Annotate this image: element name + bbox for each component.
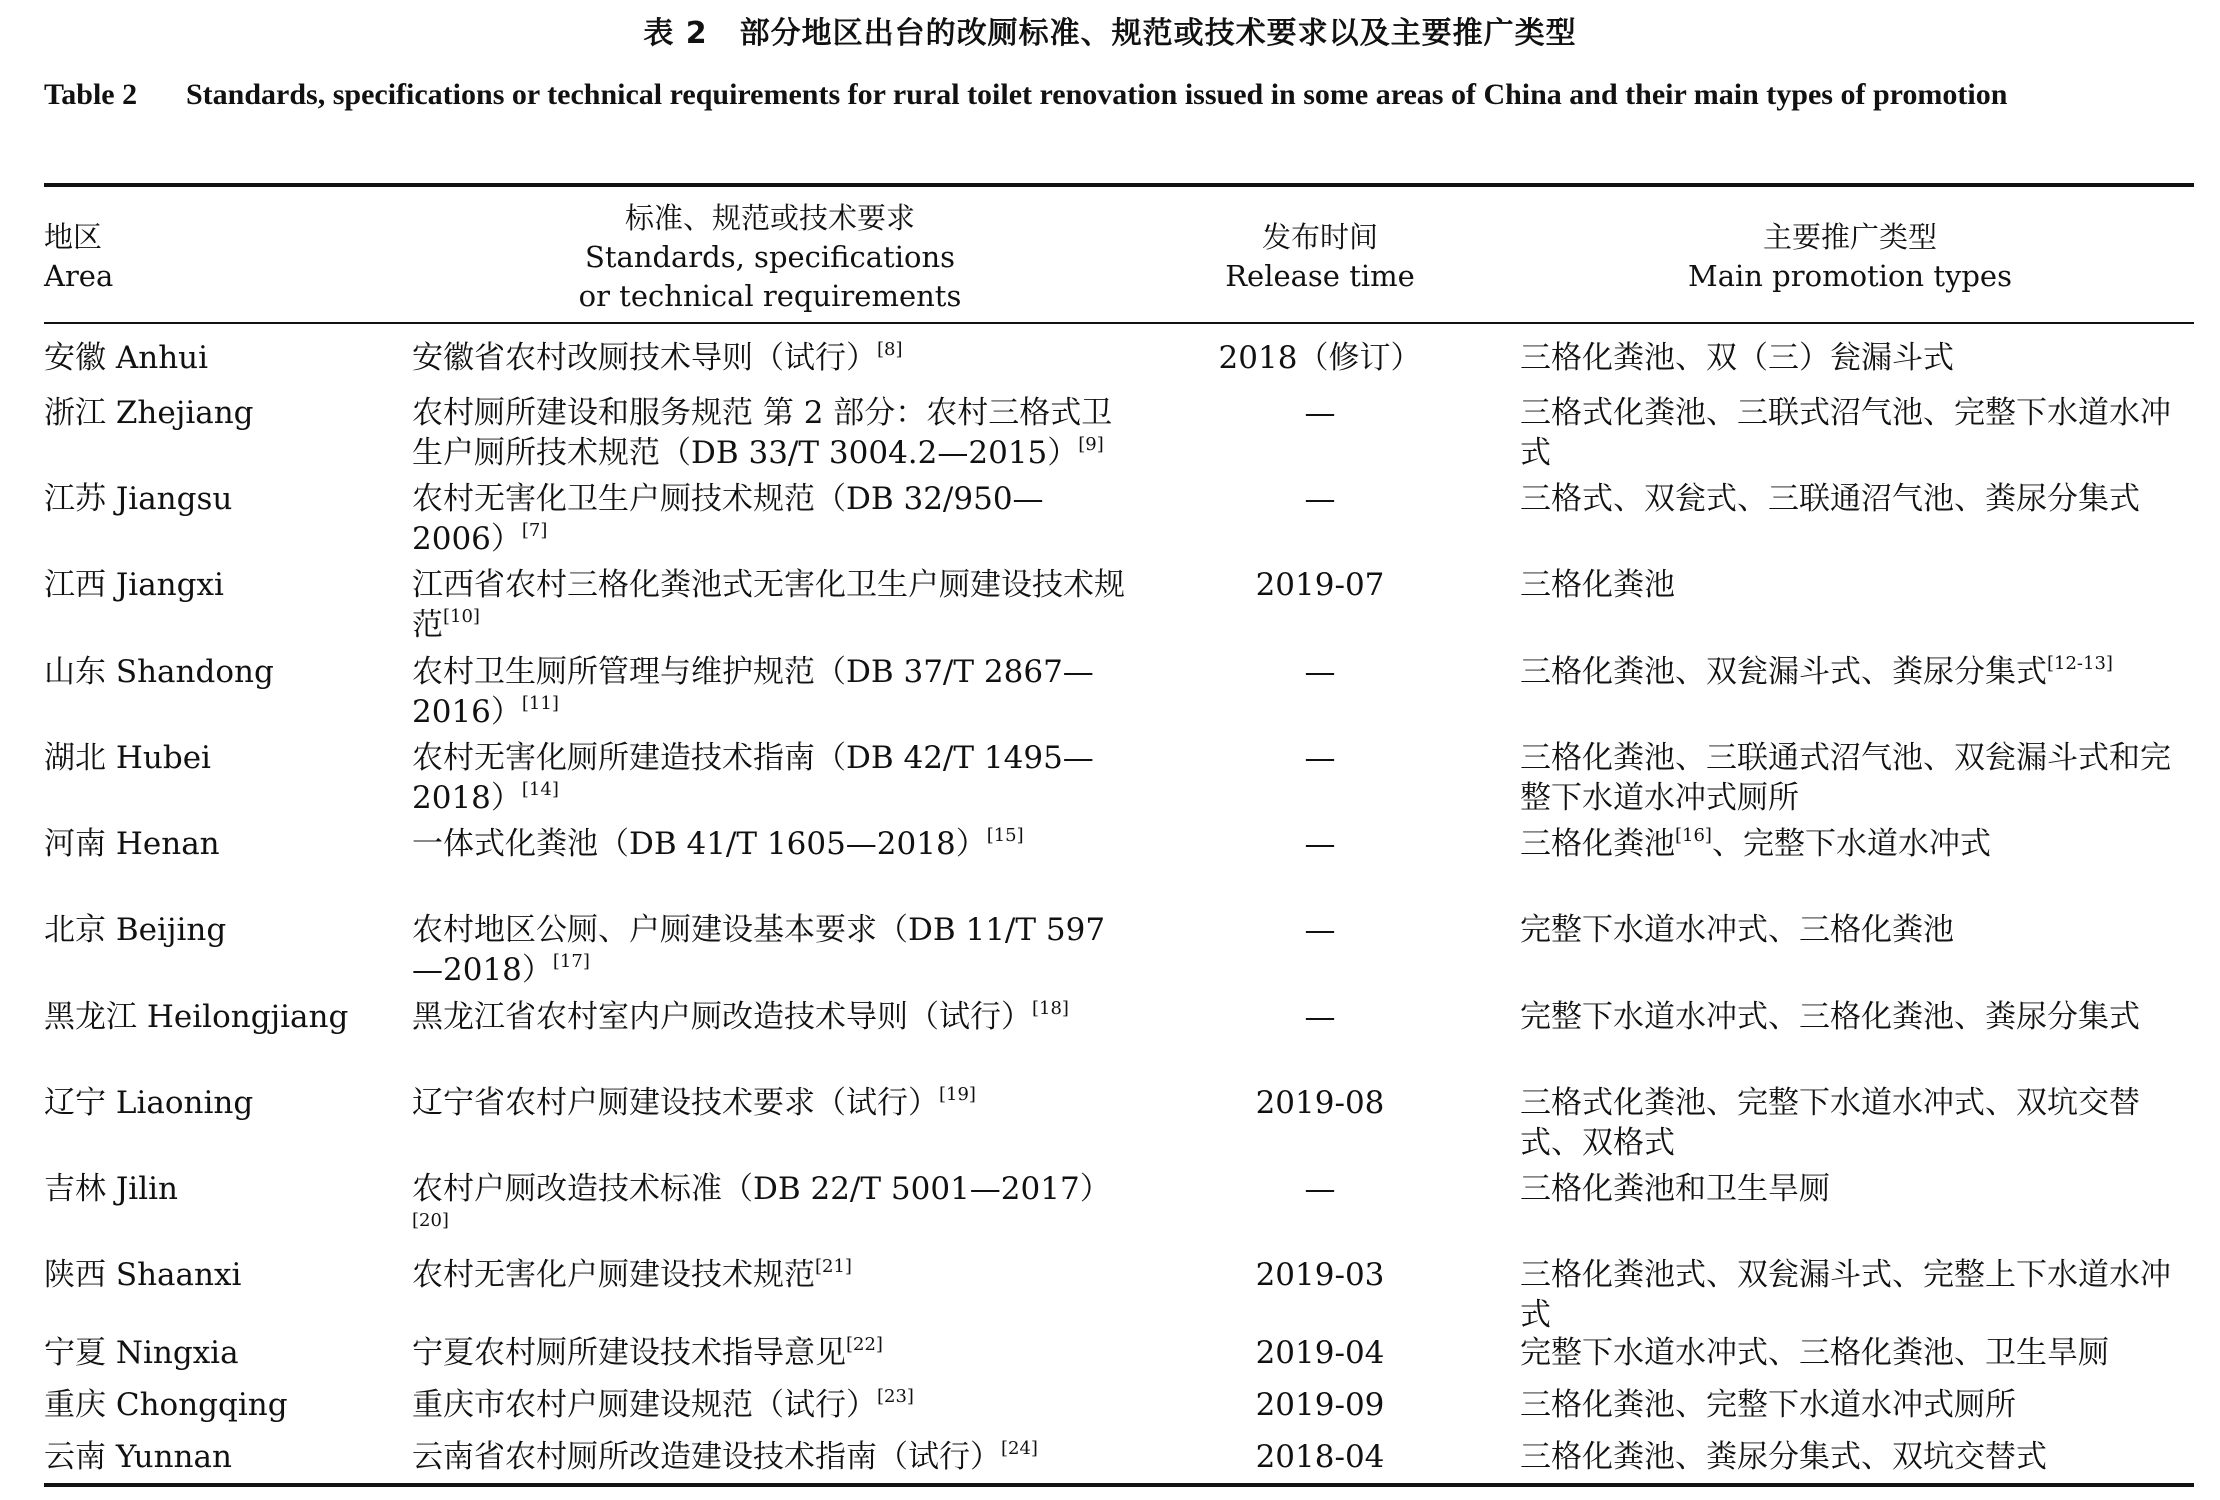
cell-release-time: 2018-04 xyxy=(1255,1439,1385,1475)
promotion-type-text: 三格化粪池、三联通式沼气池、双瓮漏斗式和完整下水道水冲式厕所 xyxy=(1520,740,2171,816)
cell-promotion-type xyxy=(1520,1385,2190,1425)
cell-area: 北京 Beijing xyxy=(44,912,227,948)
cell-standard xyxy=(412,824,1132,864)
cell-release-time: — xyxy=(1304,1171,1336,1207)
reference-marker: [8] xyxy=(877,339,903,360)
table-title-zh: 部分地区出台的改厕标准、规范或技术要求以及主要推广类型 xyxy=(739,16,1577,51)
cell-promotion-type xyxy=(1520,565,2190,605)
standard-text: 农村无害化卫生户厕技术规范（DB 32/950—2006） xyxy=(412,481,1044,557)
reference-marker: [9] xyxy=(1078,434,1104,455)
cell-standard xyxy=(412,1255,1132,1295)
reference-marker: [11] xyxy=(521,693,559,714)
cell-promotion-type xyxy=(1520,1255,2190,1335)
table-number-en: Table 2 xyxy=(44,78,138,111)
cell-standard xyxy=(412,393,1132,473)
header-standards-en-line2: or technical requirements xyxy=(578,278,962,313)
cell-standard xyxy=(412,1333,1132,1373)
cell-release-time: 2019-03 xyxy=(1255,1257,1385,1293)
promotion-type-text: 完整下水道水冲式、三格化粪池、粪尿分集式 xyxy=(1520,999,2140,1035)
promotion-type-text: 三格式、双瓮式、三联通沼气池、粪尿分集式 xyxy=(1520,481,2140,517)
standard-text: 辽宁省农村户厕建设技术要求（试行） xyxy=(412,1085,939,1121)
cell-release-time: — xyxy=(1304,999,1336,1035)
header-promotion-types-zh: 主要推广类型 xyxy=(1762,220,1937,254)
cell-standard xyxy=(412,910,1132,990)
cell-release-time: — xyxy=(1304,826,1336,862)
cell-standard xyxy=(412,1437,1132,1477)
cell-area: 黑龙江 Heilongjiang xyxy=(44,999,349,1035)
cell-standard xyxy=(412,652,1132,732)
reference-marker: [18] xyxy=(1032,998,1069,1019)
reference-marker: [16] xyxy=(1675,825,1712,846)
promotion-type-text: 三格化粪池、粪尿分集式、双坑交替式 xyxy=(1520,1439,2047,1475)
cell-standard xyxy=(412,479,1132,559)
header-promotion-types-en: Main promotion types xyxy=(1688,259,2012,293)
cell-area: 江苏 Jiangsu xyxy=(44,481,233,517)
standard-text: 江西省农村三格化粪池式无害化卫生户厕建设技术规范 xyxy=(412,567,1125,643)
header-area-en: Area xyxy=(44,259,114,293)
cell-release-time: — xyxy=(1304,481,1336,517)
header-area-zh: 地区 xyxy=(44,220,103,254)
cell-release-time: 2019-09 xyxy=(1255,1387,1385,1423)
promotion-type-text: 完整下水道水冲式、三格化粪池 xyxy=(1520,912,1954,948)
standard-text: 农村卫生厕所管理与维护规范（DB 37/T 2867—2016） xyxy=(412,654,1094,730)
standard-text: 农村无害化厕所建造技术指南（DB 42/T 1495—2018） xyxy=(412,740,1094,816)
cell-release-time: — xyxy=(1304,654,1336,690)
reference-marker: [17] xyxy=(552,951,590,972)
cell-area: 河南 Henan xyxy=(44,826,220,862)
header-release-time-zh: 发布时间 xyxy=(1261,220,1378,254)
cell-promotion-type xyxy=(1520,824,2190,864)
cell-area: 重庆 Chongqing xyxy=(44,1387,288,1423)
standard-text: 安徽省农村改厕技术导则（试行） xyxy=(412,340,877,376)
reference-marker: [19] xyxy=(939,1084,976,1105)
cell-area: 江西 Jiangxi xyxy=(44,567,224,603)
cell-standard xyxy=(412,338,1132,378)
cell-promotion-type xyxy=(1520,1333,2190,1373)
cell-area: 宁夏 Ningxia xyxy=(44,1335,239,1371)
cell-area: 浙江 Zhejiang xyxy=(44,395,254,431)
cell-release-time: — xyxy=(1304,395,1336,431)
table-number-zh: 表 2 xyxy=(643,16,708,51)
reference-marker: [20] xyxy=(412,1210,449,1231)
cell-promotion-type xyxy=(1520,910,2190,950)
cell-promotion-type xyxy=(1520,652,2190,692)
cell-release-time: — xyxy=(1304,740,1336,776)
cell-release-time: 2019-07 xyxy=(1255,567,1385,603)
cell-area: 陕西 Shaanxi xyxy=(44,1257,242,1293)
cell-standard xyxy=(412,997,1132,1037)
cell-standard xyxy=(412,738,1132,818)
reference-marker: [24] xyxy=(1001,1438,1038,1459)
cell-area: 山东 Shandong xyxy=(44,654,274,690)
standard-text: 农村无害化户厕建设技术规范 xyxy=(412,1257,815,1293)
standard-text: 农村厕所建设和服务规范 第 2 部分：农村三格式卫生户厕所技术规范（DB 33/T 3004.2—2015） xyxy=(412,395,1113,471)
cell-area: 安徽 Anhui xyxy=(44,340,209,376)
promotion-type-text: 三格化粪池 xyxy=(1520,567,1675,603)
promotion-type-text: 三格化粪池和卫生旱厕 xyxy=(1520,1171,1830,1207)
cell-area: 吉林 Jilin xyxy=(44,1171,178,1207)
cell-promotion-type xyxy=(1520,393,2190,473)
promotion-type-text: 完整下水道水冲式、三格化粪池、卫生旱厕 xyxy=(1520,1335,2109,1371)
cell-standard xyxy=(412,565,1132,645)
cell-release-time: 2019-08 xyxy=(1255,1085,1385,1121)
promotion-type-text: 三格化粪池、完整下水道水冲式厕所 xyxy=(1520,1387,2016,1423)
reference-marker: [10] xyxy=(443,606,480,627)
promotion-type-text: 三格化粪池式、双瓮漏斗式、完整上下水道水冲式 xyxy=(1520,1257,2171,1333)
reference-marker: [21] xyxy=(815,1256,852,1277)
promotion-type-text: 三格式化粪池、三联式沼气池、完整下水道水冲式 xyxy=(1520,395,2171,471)
cell-area: 云南 Yunnan xyxy=(44,1439,232,1475)
standard-text: 农村户厕改造技术标准（DB 22/T 5001—2017） xyxy=(412,1171,1111,1207)
cell-release-time: — xyxy=(1304,912,1336,948)
standard-text: 农村地区公厕、户厕建设基本要求（DB 11/T 597—2018） xyxy=(412,912,1106,988)
cell-release-time: 2018（修订） xyxy=(1218,340,1422,376)
table-bottom-rule xyxy=(44,1483,2194,1487)
table-title-en: Standards, specifications or technical requirements for rural toilet renovation issued in some areas of China and their main types of promotion xyxy=(186,78,2008,111)
header-standards-zh: 标准、规范或技术要求 xyxy=(624,200,915,235)
promotion-type-text: 三格化粪池、双（三）瓮漏斗式 xyxy=(1520,340,1954,376)
reference-marker: [23] xyxy=(877,1386,914,1407)
cell-area: 湖北 Hubei xyxy=(44,740,211,776)
cell-promotion-type xyxy=(1520,1169,2190,1209)
reference-marker: [14] xyxy=(521,779,559,800)
standard-text: 黑龙江省农村室内户厕改造技术导则（试行） xyxy=(412,999,1032,1035)
reference-marker: [22] xyxy=(846,1334,883,1355)
reference-marker: [15] xyxy=(986,825,1024,846)
standard-text: 重庆市农村户厕建设规范（试行） xyxy=(412,1387,877,1423)
reference-marker: [7] xyxy=(521,520,548,541)
cell-standard xyxy=(412,1169,1132,1249)
promotion-type-text: 三格化粪池 xyxy=(1520,826,1675,862)
cell-promotion-type xyxy=(1520,1437,2190,1477)
standard-text: 一体式化粪池（DB 41/T 1605—2018） xyxy=(412,826,987,862)
cell-promotion-type xyxy=(1520,1083,2190,1163)
promotion-type-text: 三格式化粪池、完整下水道水冲式、双坑交替式、双格式 xyxy=(1520,1085,2140,1161)
promotion-type-text: 三格化粪池、双瓮漏斗式、粪尿分集式 xyxy=(1520,654,2047,690)
cell-promotion-type xyxy=(1520,997,2190,1037)
cell-promotion-type xyxy=(1520,479,2190,519)
standard-text: 云南省农村厕所改造建设技术指南（试行） xyxy=(412,1439,1001,1475)
header-standards-en-line1: Standards, specifications xyxy=(584,239,956,274)
cell-release-time: 2019-04 xyxy=(1255,1335,1385,1371)
promotion-type-text-tail: 、完整下水道水冲式 xyxy=(1711,826,1991,862)
cell-area: 辽宁 Liaoning xyxy=(44,1085,254,1121)
reference-marker: [12-13] xyxy=(2047,653,2113,674)
cell-promotion-type xyxy=(1520,338,2190,378)
cell-standard xyxy=(412,1385,1132,1425)
standard-text: 宁夏农村厕所建设技术指导意见 xyxy=(412,1335,846,1371)
cell-standard xyxy=(412,1083,1132,1123)
header-release-time-en: Release time xyxy=(1225,259,1415,293)
cell-promotion-type xyxy=(1520,738,2190,818)
